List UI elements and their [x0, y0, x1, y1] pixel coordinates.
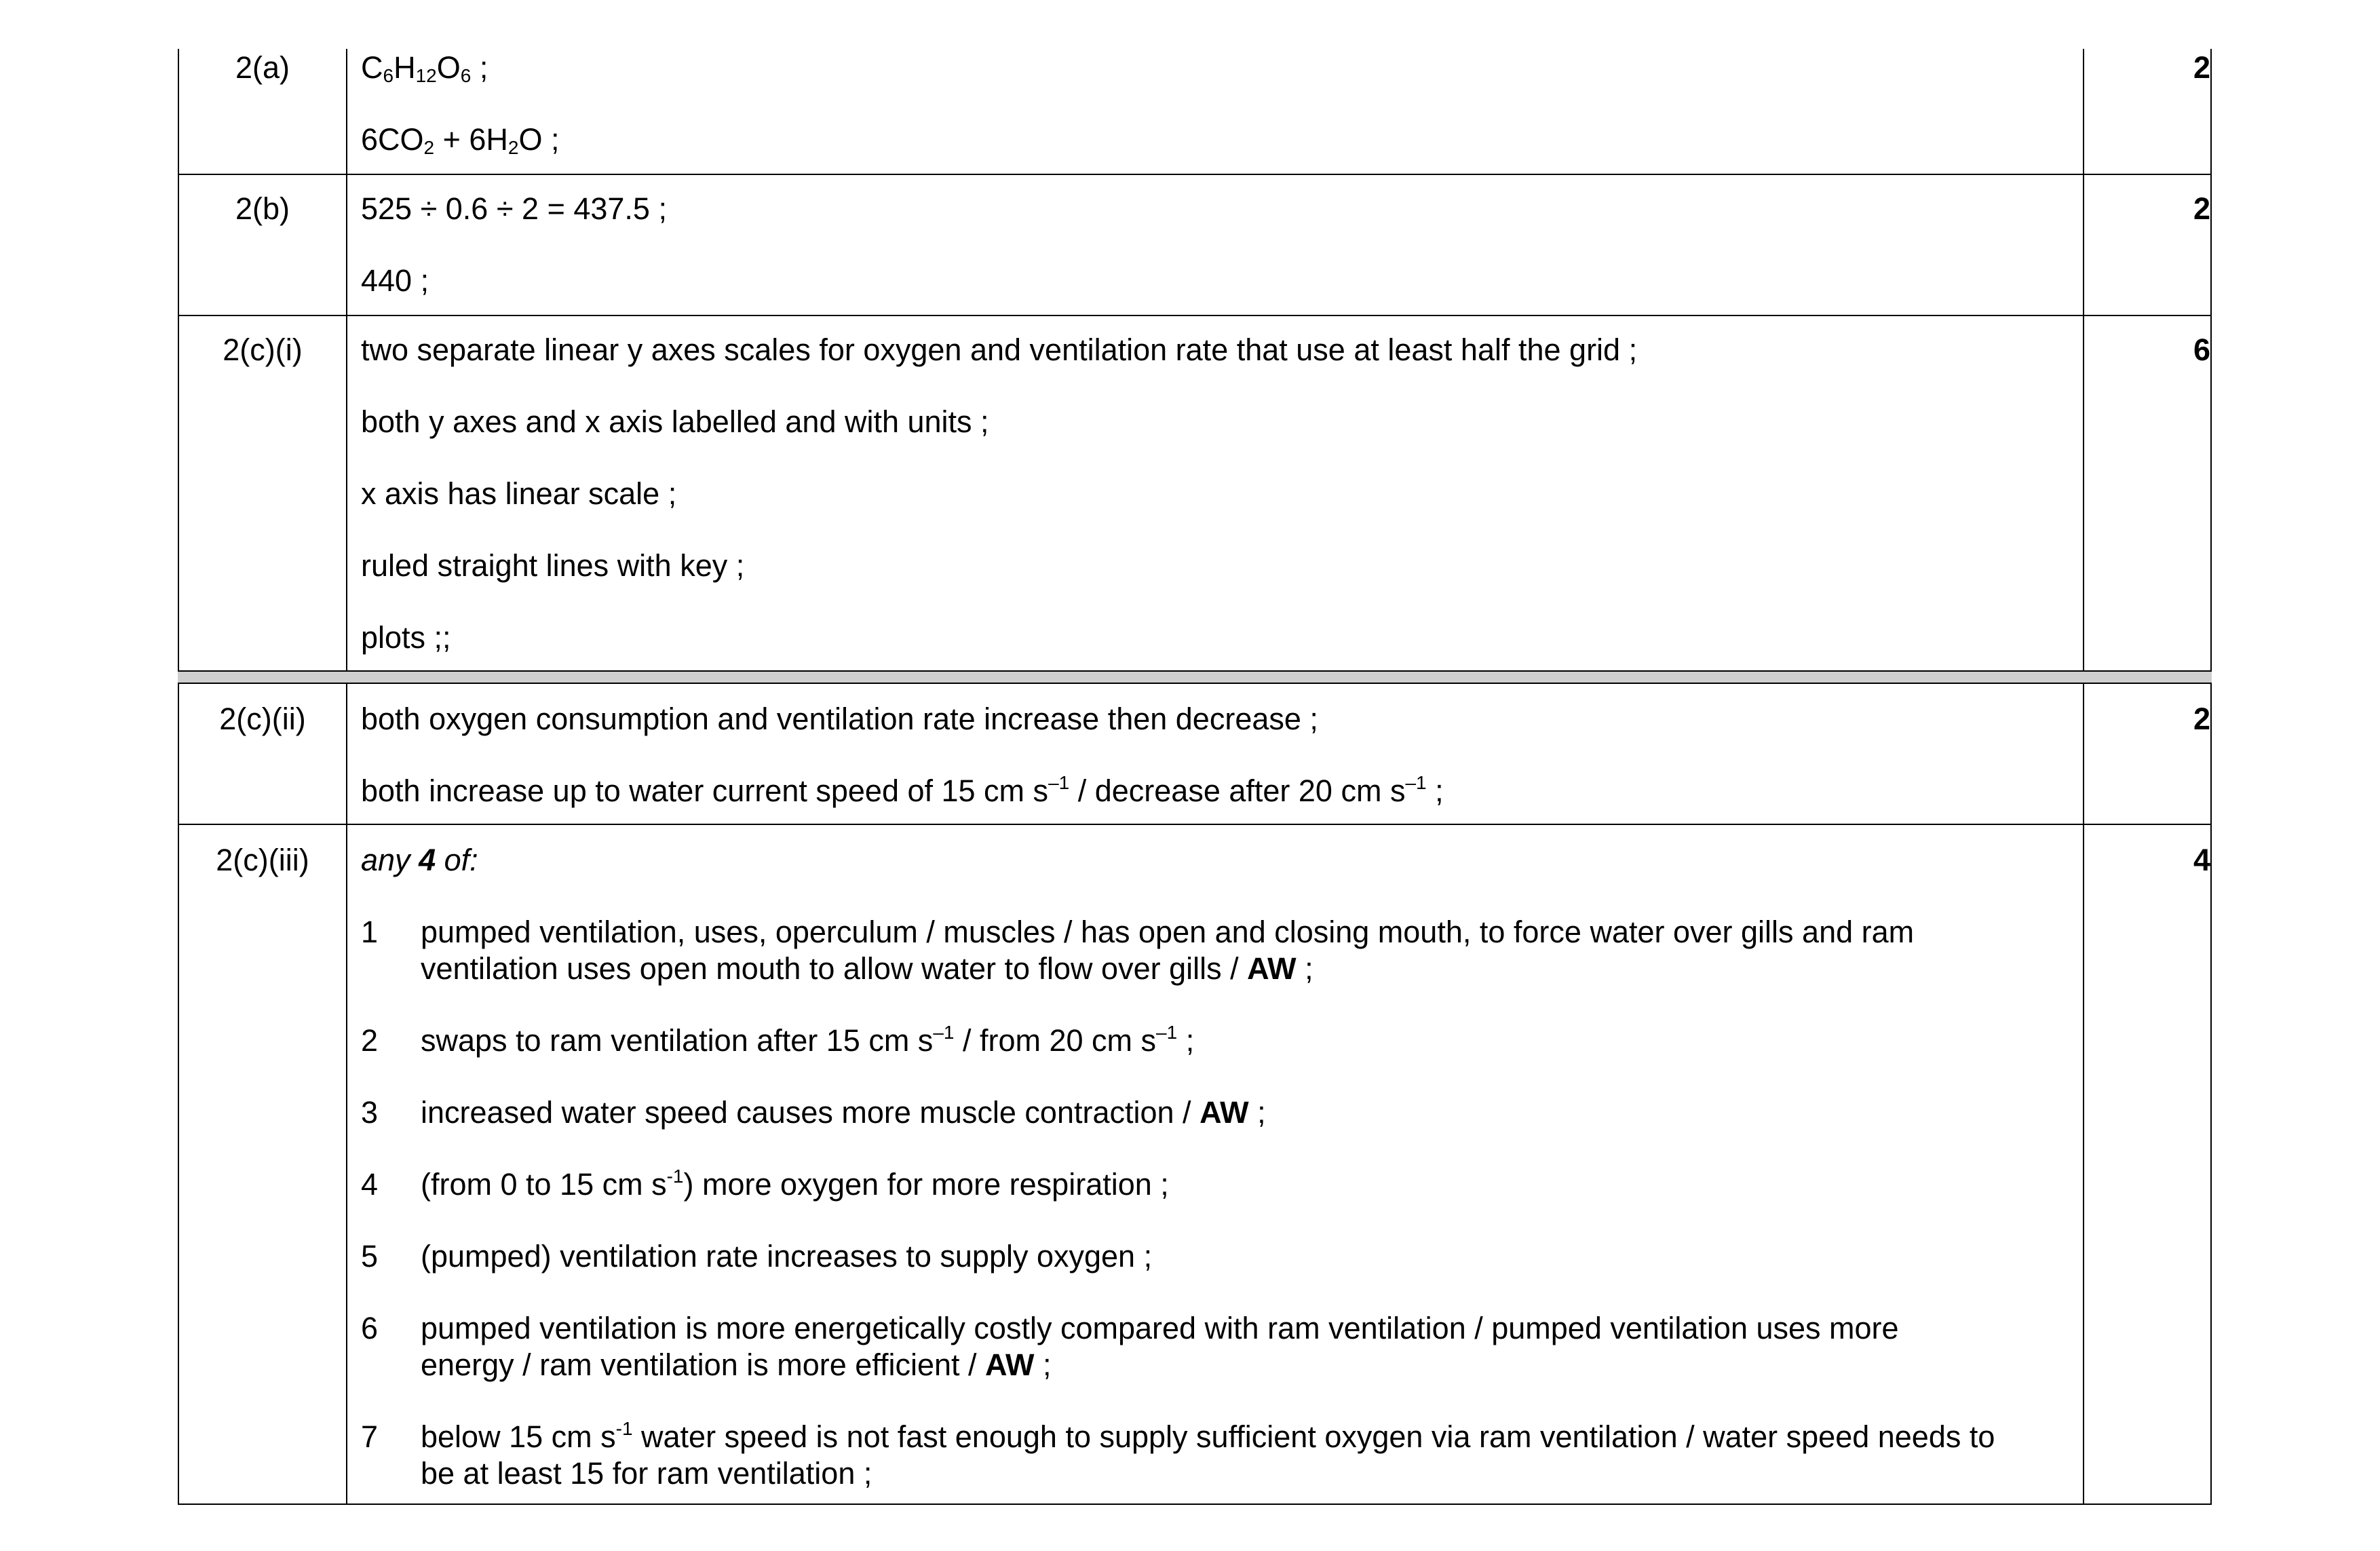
- superscript: –1: [1048, 772, 1070, 793]
- list-item-line: [421, 1023, 1194, 1058]
- list-item-line: [421, 1095, 1266, 1130]
- answer-line: [361, 122, 560, 157]
- table-border-right: [2210, 49, 2212, 672]
- answer-line: [361, 773, 1444, 809]
- item-text: increased water speed causes more muscle contraction /: [421, 1095, 1200, 1130]
- item-bold-text: AW: [1247, 951, 1297, 986]
- list-item-number: 7: [361, 1419, 379, 1454]
- formula-text: 6CO: [361, 122, 424, 157]
- answer-line: [361, 50, 488, 85]
- table-border-left: [178, 684, 179, 1505]
- formula-text: O: [436, 50, 461, 85]
- answer-line: both y axes and x axis labelled and with units ;: [361, 404, 989, 439]
- row-divider: [178, 174, 2212, 175]
- subscript: 2: [423, 137, 435, 158]
- subscript: 6: [460, 65, 472, 86]
- superscript: -1: [666, 1166, 684, 1187]
- item-text: below 15 cm s: [421, 1419, 616, 1454]
- row-divider: [178, 670, 2212, 672]
- formula-text: ;: [471, 50, 488, 85]
- row-divider: [178, 315, 2212, 316]
- list-item-line: (pumped) ventilation rate increases to supply oxygen ;: [421, 1239, 1153, 1274]
- question-number: 2(c)(i): [223, 332, 303, 367]
- item-text: ;: [1177, 1023, 1195, 1058]
- list-item-line: [421, 1167, 1169, 1202]
- list-item-number: 2: [361, 1023, 379, 1058]
- list-item-number: 3: [361, 1095, 379, 1130]
- superscript: –1: [1156, 1022, 1178, 1043]
- item-text: energy / ram ventilation is more efficient /: [421, 1347, 986, 1382]
- subscript: 6: [383, 65, 394, 86]
- answer-line: 440 ;: [361, 263, 429, 298]
- item-bold-text: AW: [1199, 1095, 1249, 1130]
- formula-text: O ;: [518, 122, 560, 157]
- row-divider: [178, 824, 2212, 825]
- marks-value: 4: [2193, 843, 2210, 877]
- item-text: ;: [1248, 1095, 1266, 1130]
- list-item-number: 6: [361, 1311, 379, 1345]
- answer-text: both increase up to water current speed of 15 cm s: [361, 773, 1049, 808]
- formula-text: + 6H: [434, 122, 508, 157]
- answer-line: x axis has linear scale ;: [361, 476, 677, 511]
- question-number: 2(c)(ii): [219, 702, 306, 736]
- formula-text: H: [394, 50, 416, 85]
- row-divider: [178, 683, 2212, 684]
- item-text: (from 0 to 15 cm s: [421, 1167, 667, 1202]
- answer-line: ruled straight lines with key ;: [361, 548, 745, 583]
- answer-line: two separate linear y axes scales for oxygen and ventilation rate that use at least half the grid ;: [361, 332, 1638, 367]
- answer-text: ;: [1426, 773, 1444, 808]
- superscript: -1: [615, 1418, 633, 1439]
- marks-value: 2: [2193, 702, 2210, 736]
- page-break-band: [178, 670, 2212, 684]
- answer-line: both oxygen consumption and ventilation rate increase then decrease ;: [361, 702, 1318, 736]
- list-item-line: [421, 1419, 1995, 1455]
- list-item-line: [421, 1347, 1052, 1383]
- superscript: –1: [933, 1022, 955, 1043]
- list-item-number: 4: [361, 1167, 379, 1202]
- subscript: 12: [415, 65, 437, 86]
- column-divider-marks: [2083, 684, 2084, 1505]
- column-divider-marks: [2083, 49, 2084, 672]
- list-item-number: 5: [361, 1239, 379, 1274]
- item-text: / from 20 cm s: [954, 1023, 1157, 1058]
- item-bold-text: AW: [985, 1347, 1035, 1382]
- superscript: –1: [1405, 772, 1427, 793]
- list-intro: [361, 843, 478, 878]
- question-number: 2(b): [235, 191, 290, 226]
- item-text: water speed is not fast enough to supply sufficient oxygen via ram ventilation / water speed needs to: [632, 1419, 1995, 1454]
- subscript: 2: [507, 137, 519, 158]
- list-item-line: pumped ventilation is more energetically costly compared with ram ventilation / pumped ventilation uses more: [421, 1311, 1899, 1345]
- list-item-line: [421, 951, 1313, 987]
- question-number: 2(a): [235, 50, 290, 85]
- answer-line: plots ;;: [361, 620, 451, 655]
- marks-value: 6: [2193, 332, 2210, 367]
- item-text: ventilation uses open mouth to allow water to flow over gills /: [421, 951, 1248, 986]
- marks-value: 2: [2193, 50, 2210, 85]
- item-text: ;: [1296, 951, 1313, 986]
- intro-count: 4: [419, 843, 436, 877]
- intro-text: of:: [436, 843, 478, 877]
- formula-text: C: [361, 50, 383, 85]
- intro-text: any: [361, 843, 419, 877]
- marks-value: 2: [2193, 191, 2210, 226]
- item-text: ) more oxygen for more respiration ;: [683, 1167, 1169, 1202]
- item-text: swaps to ram ventilation after 15 cm s: [421, 1023, 934, 1058]
- table-border-right: [2210, 684, 2212, 1505]
- column-divider-question: [346, 684, 347, 1505]
- answer-line: 525 ÷ 0.6 ÷ 2 = 437.5 ;: [361, 191, 667, 226]
- list-item-number: 1: [361, 915, 379, 949]
- table-bottom-border: [178, 1504, 2212, 1505]
- list-item-line: be at least 15 for ram ventilation ;: [421, 1456, 872, 1491]
- answer-text: / decrease after 20 cm s: [1069, 773, 1406, 808]
- list-item-line: pumped ventilation, uses, operculum / muscles / has open and closing mouth, to force water over gills and ram: [421, 915, 1915, 949]
- question-number: 2(c)(iii): [216, 843, 309, 877]
- item-text: ;: [1034, 1347, 1052, 1382]
